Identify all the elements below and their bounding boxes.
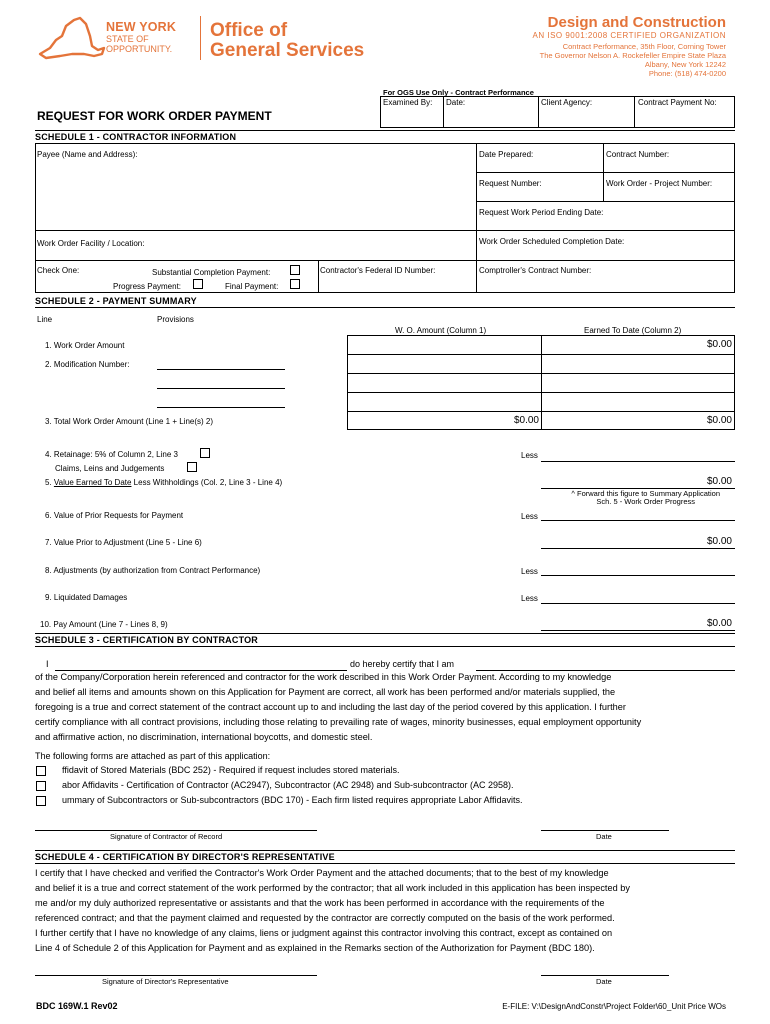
line4-label: 4. Retainage: 5% of Column 2, Line 3 [45, 450, 178, 459]
modification-number-field-2[interactable] [157, 388, 285, 389]
substantial-completion-checkbox[interactable] [290, 265, 300, 275]
director-paragraph-2 [35, 926, 735, 956]
s2-rule [35, 307, 735, 308]
line5-amount: $0.00 [706, 476, 732, 487]
forms-intro: The following forms are attached as part of this application: [35, 751, 271, 761]
form3-label: ummary of Subcontractors or Sub-subcontractors (BDC 170) - Each firm listed requires appropriate Labor Affidavits. [62, 795, 523, 805]
line10-amount: $0.00 [706, 618, 732, 629]
final-payment-label: Final Payment: [225, 282, 279, 291]
director-date-label: Date [596, 977, 612, 986]
address-line3: Albany, New York 12242 [644, 60, 726, 69]
claims-checkbox[interactable] [187, 462, 197, 472]
s1-h-230 [35, 230, 735, 231]
s1-v-476 [476, 143, 477, 293]
cert-line-5: and affirmative action, no discrimination, international boycotts, and domestic steel. [35, 732, 373, 742]
contractor-date-field[interactable] [541, 830, 669, 831]
line7-label: 7. Value Prior to Adjustment (Line 5 - Line 6) [45, 538, 202, 547]
facility-location-label: Work Order Facility / Location: [37, 239, 145, 248]
form2-checkbox[interactable] [36, 781, 46, 791]
s3-top-rule [35, 633, 735, 634]
cert-line-2: and belief all items and amounts shown on this Application for Payment are correct, all work has been performed and/or materials supplied, the [35, 687, 616, 697]
s3-rule [35, 646, 735, 647]
s1-h-201 [476, 201, 735, 202]
contract-number-label: Contract Number: [606, 150, 670, 159]
line1-label: 1. Work Order Amount [45, 341, 125, 350]
line9-amount-field[interactable] [541, 603, 735, 604]
grid-h4 [347, 411, 735, 412]
nys-logo [36, 14, 206, 64]
form1-checkbox[interactable] [36, 766, 46, 776]
dir-line-2: and belief it is a true and correct statement of the work performed by the contractor; that all work included in this application has been inspected by [35, 883, 630, 893]
form-id: BDC 169W.1 Rev02 [36, 1001, 118, 1011]
dir-line-3: me and/or my duly authorized representative or assistants and that the work has been performed in accordance with the requirements of the [35, 898, 605, 908]
efile-path: E-FILE: V:\DesignAndConstr\Project Folder\60_Unit Price WOs [502, 1002, 726, 1011]
ogs-divider-2 [538, 96, 539, 128]
wo-project-number-label: Work Order - Project Number: [606, 179, 713, 188]
progress-payment-checkbox[interactable] [193, 279, 203, 289]
line3-col2-amount: $0.00 [706, 415, 732, 426]
line7-amount: $0.00 [706, 536, 732, 547]
ogs-date-label: Date: [446, 98, 466, 107]
line9-label: 9. Liquidated Damages [45, 593, 128, 602]
forward-note-1: ^ Forward this figure to Summary Application [571, 489, 720, 498]
director-signature-label: Signature of Director's Representative [102, 977, 229, 986]
col-line-header: Line [37, 315, 53, 324]
ogs-divider-1 [443, 96, 444, 128]
substantial-completion-label: Substantial Completion Payment: [152, 268, 271, 277]
final-payment-checkbox[interactable] [290, 279, 300, 289]
col-provisions-header: Provisions [157, 315, 194, 324]
logo-divider [200, 16, 201, 60]
dc-iso: AN ISO 9001:2008 CERTIFIED ORGANIZATION [532, 31, 726, 40]
s1-h-172 [476, 172, 735, 173]
contractor-signature-field[interactable] [35, 830, 317, 831]
schedule4-heading: SCHEDULE 4 - CERTIFICATION BY DIRECTOR'S REPRESENTATIVE [35, 852, 335, 862]
examined-by-label: Examined By: [383, 98, 433, 107]
s4-top-rule [35, 850, 735, 851]
cert-line-4: certify compliance with all contract provisions, including those relating to prevailing rate of wages, minority businesses, equal employment opportunity [35, 717, 642, 727]
line8-label: 8. Adjustments (by authorization from Contract Performance) [45, 566, 261, 575]
line4-amount-field[interactable] [541, 461, 735, 462]
col-wo-amount-header: W. O. Amount (Column 1) [395, 326, 487, 335]
director-paragraph-1 [35, 866, 735, 926]
line10-label: 10. Pay Amount (Line 7 - Lines 8, 9) [40, 620, 168, 629]
contractor-signature-label: Signature of Contractor of Record [110, 832, 223, 841]
certify-i-label: I [46, 659, 49, 669]
form3-checkbox[interactable] [36, 796, 46, 806]
client-agency-label: Client Agency: [541, 98, 593, 107]
line5-prefix: 5. [45, 478, 54, 487]
ogs-title-line2: General Services [210, 40, 365, 61]
dc-title: Design and Construction [547, 14, 726, 31]
sched1-top-rule [35, 130, 735, 131]
line10-underline [541, 630, 735, 631]
payee-label: Payee (Name and Address): [37, 150, 138, 159]
progress-payment-label: Progress Payment: [113, 282, 182, 291]
line3-label: 3. Total Work Order Amount (Line 1 + Line(s) 2) [45, 417, 214, 426]
dir2-line-2: Line 4 of Schedule 2 of this Application for Payment and as explained in the Remarks section of the Authorization for Payment (BDC 180). [35, 943, 595, 953]
logo-new-york: NEW YORK [106, 20, 177, 34]
logo-opportunity: OPPORTUNITY. [106, 44, 173, 54]
dir2-line-1: I further certify that I have no knowledge of any claims, liens or judgment against this contractor involving this contract, except as contained on [35, 928, 613, 938]
line4b-label: Claims, Leins and Judgements [55, 464, 165, 473]
col-earned-header: Earned To Date (Column 2) [584, 326, 682, 335]
certify-label: do hereby certify that I am [350, 659, 455, 669]
contractor-date-label: Date [596, 832, 612, 841]
line6-less: Less [521, 512, 538, 521]
grid-h2 [347, 373, 735, 374]
cert-line-3: foregoing is a true and correct statement of the contract account up to and including the last day of the period covered by this application. I further [35, 702, 626, 712]
modification-number-field-1[interactable] [157, 369, 285, 370]
grid-mid [541, 335, 542, 430]
address-line2: The Governor Nelson A. Rockefeller Empire State Plaza [539, 51, 726, 60]
line5-underlined: Value Earned To Date [53, 478, 132, 487]
form1-label: ffidavit of Stored Materials (BDC 252) - Required if request includes stored materials. [62, 765, 400, 775]
dir-line-1: I certify that I have checked and verified the Contractor's Work Order Payment and the attached documents; that to the best of my knowledge [35, 868, 609, 878]
ogs-title-line1: Office of [210, 20, 288, 41]
grid-h1 [347, 354, 735, 355]
s1-h-260 [35, 260, 735, 261]
retainage-checkbox[interactable] [200, 448, 210, 458]
form2-label: abor Affidavits - Certification of Contractor (AC2947), Subcontractor (AC 2948) and Sub-subcontractor (AC 2958). [62, 780, 514, 790]
grid-h3 [347, 392, 735, 393]
line9-less: Less [521, 594, 538, 603]
check-one-label: Check One: [37, 266, 80, 275]
logo-state-of: STATE OF [106, 34, 149, 44]
line6-label: 6. Value of Prior Requests for Payment [45, 511, 184, 520]
form-title: REQUEST FOR WORK ORDER PAYMENT [37, 109, 272, 123]
ogs-divider-3 [634, 96, 635, 128]
date-prepared-label: Date Prepared: [479, 150, 534, 159]
schedule2-heading: SCHEDULE 2 - PAYMENT SUMMARY [35, 296, 197, 306]
director-date-field[interactable] [541, 975, 669, 976]
federal-id-label: Contractor's Federal ID Number: [320, 266, 436, 275]
phone: Phone: (518) 474-0200 [648, 69, 726, 78]
line2-label: 2. Modification Number: [45, 360, 130, 369]
dir-line-4: referenced contract; and that the payment claimed and requested by the contractor are correctly computed on the basis of the work performed. [35, 913, 615, 923]
modification-number-field-3[interactable] [157, 407, 285, 408]
address-line1: Contract Performance, 35th Floor, Corning Tower [562, 42, 726, 51]
cert-line-1: of the Company/Corporation herein referenced and contractor for the work described in this Work Order Payment. According to my knowledge [35, 672, 612, 682]
line8-less: Less [521, 567, 538, 576]
new-york-state-map-icon [36, 14, 106, 60]
certification-paragraph [35, 670, 735, 745]
line5-label [45, 478, 282, 487]
line1-col2-amount: $0.00 [706, 339, 732, 350]
request-number-label: Request Number: [479, 179, 542, 188]
request-work-period-label: Request Work Period Ending Date: [479, 208, 604, 217]
scheduled-completion-label: Work Order Scheduled Completion Date: [479, 237, 625, 246]
line5-suffix: Less Withholdings (Col. 2, Line 3 - Line 4) [131, 478, 283, 487]
line8-amount-field[interactable] [541, 575, 735, 576]
comptroller-contract-label: Comptroller's Contract Number: [479, 266, 592, 275]
schedule3-heading: SCHEDULE 3 - CERTIFICATION BY CONTRACTOR [35, 635, 259, 645]
line4-less: Less [521, 451, 538, 460]
ogs-use-title: For OGS Use Only - Contract Performance [383, 88, 534, 97]
schedule1-heading: SCHEDULE 1 - CONTRACTOR INFORMATION [35, 132, 237, 142]
line7-underline [541, 548, 735, 549]
director-signature-field[interactable] [35, 975, 317, 976]
contract-payment-no-label: Contract Payment No: [638, 98, 717, 107]
s1-v-318 [318, 260, 319, 293]
s4-rule [35, 863, 735, 864]
line3-col1-amount: $0.00 [513, 415, 539, 426]
forward-note-2: Sch. 5 - Work Order Progress [596, 497, 695, 506]
line6-amount-field[interactable] [541, 520, 735, 521]
